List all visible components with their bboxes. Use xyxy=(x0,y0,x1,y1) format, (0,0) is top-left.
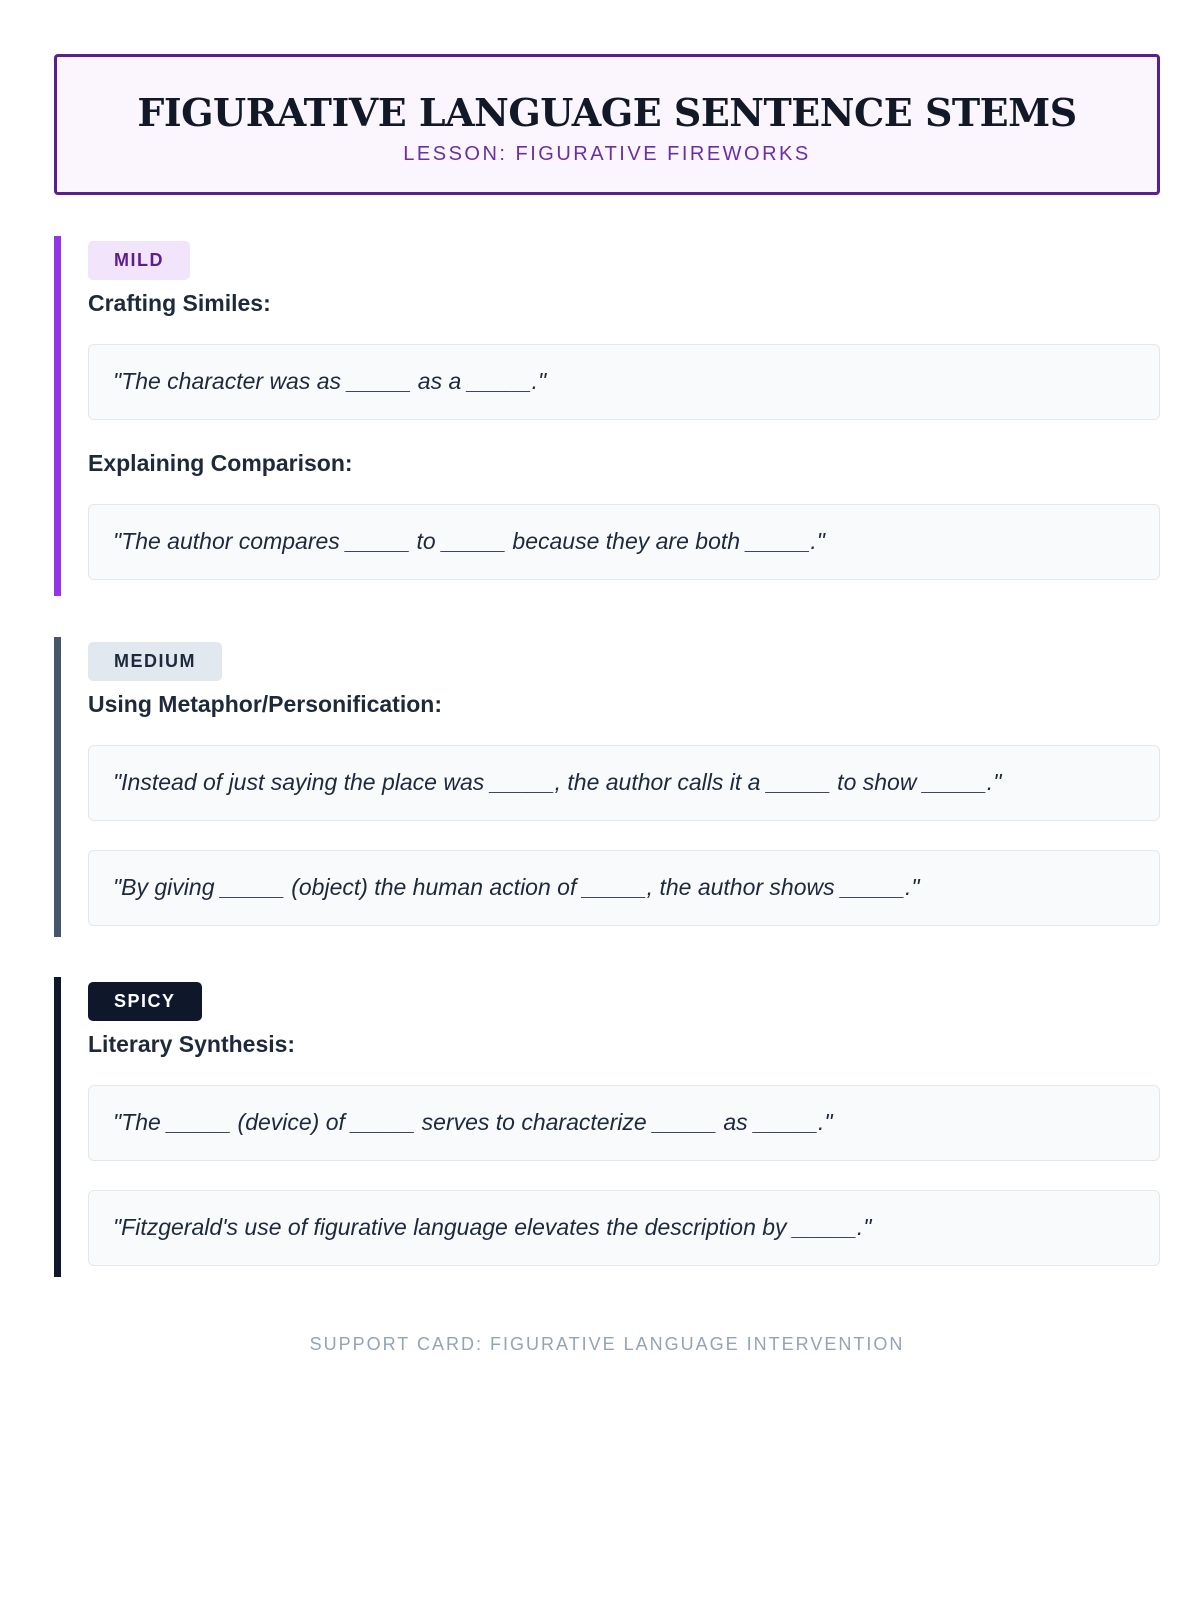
title-card xyxy=(54,54,1160,195)
medium-accent-bar xyxy=(54,637,61,937)
lesson-subtitle: LESSON: FIGURATIVE FIREWORKS xyxy=(403,143,811,165)
heading-crafting-similes: Crafting Similes: xyxy=(88,290,271,316)
stem-box: "Fitzgerald's use of figurative language elevates the description by _____." xyxy=(88,1190,1160,1266)
heading-metaphor-personification: Using Metaphor/Personification: xyxy=(88,691,442,717)
spicy-accent-bar xyxy=(54,977,61,1277)
stem-box: "The _____ (device) of _____ serves to characterize _____ as _____." xyxy=(88,1085,1160,1161)
mild-badge: MILD xyxy=(88,241,190,280)
heading-literary-synthesis: Literary Synthesis: xyxy=(88,1031,296,1057)
stem-box: "By giving _____ (object) the human action of _____, the author shows _____." xyxy=(88,850,1160,926)
section-spicy xyxy=(54,977,1160,1277)
section-mild xyxy=(54,236,1160,596)
stem-box: "The character was as _____ as a _____." xyxy=(88,344,1160,420)
footer-caption: SUPPORT CARD: FIGURATIVE LANGUAGE INTERVENTION xyxy=(309,1334,905,1354)
stem-box: "Instead of just saying the place was _____, the author calls it a _____ to show _____." xyxy=(88,745,1160,821)
page-title: FIGURATIVE LANGUAGE SENTENCE STEMS xyxy=(137,90,1077,135)
spicy-badge: SPICY xyxy=(88,982,202,1021)
section-medium xyxy=(54,637,1160,937)
heading-explaining-comparison: Explaining Comparison: xyxy=(88,450,353,476)
stem-box: "The author compares _____ to _____ because they are both _____." xyxy=(88,504,1160,580)
mild-accent-bar xyxy=(54,236,61,596)
medium-badge: MEDIUM xyxy=(88,642,222,681)
